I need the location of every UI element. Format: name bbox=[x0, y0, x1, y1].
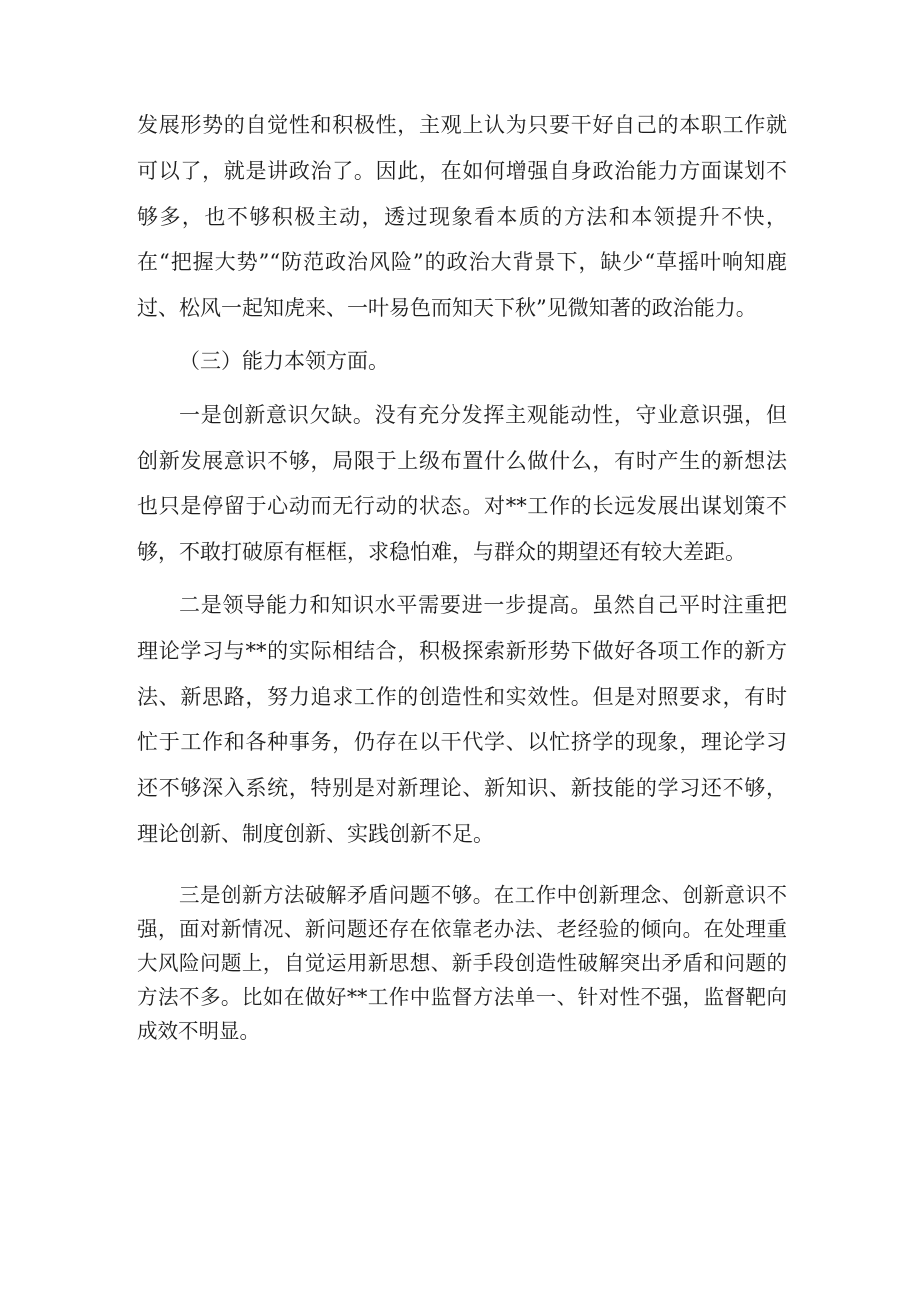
paragraph-innovation-methods: 三是创新方法破解矛盾问题不够。在工作中创新理念、创新意识不强，面对新情况、新问题还存在依靠老办法、老经验的倾向。在处理重大风险问题上，自觉运用新思想、新手段创造性破解突出矛盾和问题的方法不多。比如在做好**工作中监督方法单一、针对性不强，监督靶向成效不明显。 bbox=[137, 882, 787, 1043]
section-heading-ability: （三）能力本领方面。 bbox=[179, 348, 389, 373]
document-body bbox=[137, 103, 787, 1048]
paragraph-leadership-knowledge: 二是领导能力和知识水平需要进一步提高。虽然自己平时注重把理论学习与**的实际相结合，积极探索新形势下做好各项工作的新方法、新思路，努力追求工作的创造性和实效性。但是对照要求，有时忙于工作和各种事务，仍存在以干代学、以忙挤学的现象，理论学习还不够深入系统，特别是对新理论、新知识、新技能的学习还不够，理论创新、制度创新、实践创新不足。 bbox=[137, 592, 787, 846]
paragraph-innovation-awareness: 一是创新意识欠缺。没有充分发挥主观能动性，守业意识强，但创新发展意识不够，局限于上级布置什么做什么，有时产生的新想法也只是停留于心动而无行动的状态。对**工作的长远发展出谋划策不够，不敢打破原有框框，求稳怕难，与群众的期望还有较大差距。 bbox=[137, 402, 787, 565]
paragraph-political-ability-continued: 发展形势的自觉性和积极性，主观上认为只要干好自己的本职工作就可以了，就是讲政治了。因此，在如何增强自身政治能力方面谋划不够多，也不够积极主动，透过现象看本质的方法和本领提升不快，在“把握大势”“防范政治风险”的政治大背景下，缺少“草摇叶响知鹿过、松风一起知虎来、一叶易色而知天下秋”见微知著的政治能力。 bbox=[137, 113, 787, 321]
